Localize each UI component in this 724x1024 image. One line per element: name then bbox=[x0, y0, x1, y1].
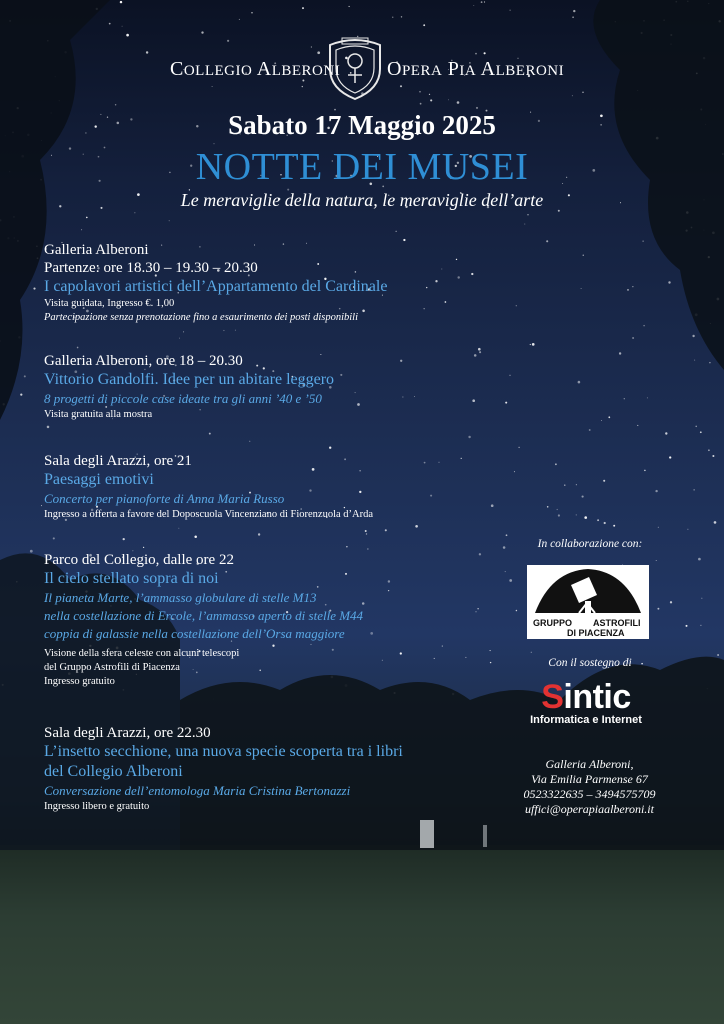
event-location: Parco del Collegio, dalle ore 22 bbox=[44, 552, 234, 568]
event-title: Paesaggi emotivi bbox=[44, 471, 154, 488]
gap-logo-line1: GRUPPO bbox=[533, 618, 573, 628]
page-subtitle: Le meraviglie della natura, le meraviglie dell’arte bbox=[180, 190, 544, 210]
page-title: NOTTE DEI MUSEI bbox=[195, 146, 529, 188]
gruppo-astrofili-logo bbox=[527, 565, 649, 639]
event-description: coppia di galassie nella costellazione dell’Orsa maggiore bbox=[44, 626, 345, 641]
event-times: Partenze: ore 18.30 – 19.30 – 20.30 bbox=[44, 260, 258, 276]
event-location: Galleria Alberoni bbox=[44, 242, 149, 258]
event-description: Concerto per pianoforte di Anna Maria Russo bbox=[44, 491, 285, 506]
event-description: Conversazione dell’entomologa Maria Cristina Bertonazzi bbox=[44, 783, 351, 798]
event-location: Sala degli Arazzi, ore 22.30 bbox=[44, 725, 211, 741]
event-cielo-stellato bbox=[44, 551, 514, 689]
event-title: Il cielo stellato sopra di noi bbox=[44, 570, 219, 587]
support-label: Con il sostegno di bbox=[548, 657, 632, 669]
event-note: Visione della sfera celeste con alcuni telescopi bbox=[44, 648, 240, 659]
event-vittorio-gandolfi bbox=[44, 352, 514, 422]
gap-logo-line3: DI PIACENZA bbox=[567, 628, 625, 638]
contact-info bbox=[512, 757, 667, 817]
event-insetto-secchione bbox=[44, 724, 514, 814]
event-description: 8 progetti di piccole case ideate tra gli anni ’40 e ’50 bbox=[44, 391, 322, 406]
sintic-logo bbox=[526, 680, 646, 726]
contact-phone: 0523322635 – 3494575709 bbox=[523, 787, 656, 801]
gap-logo-line2: ASTROFILI bbox=[593, 618, 641, 628]
event-paesaggi-emotivi bbox=[44, 452, 514, 522]
contact-email[interactable]: uffici@operapiaalberoni.it bbox=[525, 802, 654, 816]
event-description: Il pianeta Marte, l’ammasso globulare di stelle M13 bbox=[44, 590, 317, 605]
event-note: Visita gratuita alla mostra bbox=[44, 409, 153, 420]
opera-pia-alberoni-wordmark: OPERA PIA ALBERONI bbox=[387, 58, 565, 80]
event-title-continued: del Collegio Alberoni bbox=[44, 763, 183, 780]
contact-address: Via Emilia Parmense 67 bbox=[531, 772, 648, 786]
event-note: Visita guidata, Ingresso €. 1,00 bbox=[44, 298, 175, 309]
collegio-alberoni-wordmark: COLLEGIO ALBERONI bbox=[170, 58, 341, 80]
event-note: Ingresso libero e gratuito bbox=[44, 801, 150, 812]
event-title: L’insetto secchione, una nuova specie scoperta tra i libri bbox=[44, 743, 403, 760]
event-appartamento-cardinale bbox=[44, 241, 514, 325]
sintic-name-rest: intic bbox=[563, 678, 631, 716]
event-title: Vittorio Gandolfi. Idee per un abitare leggero bbox=[44, 371, 335, 388]
collaboration-label: In collaborazione con: bbox=[537, 538, 643, 550]
event-description: nella costellazione di Ercole, l’ammasso aperto di stelle M44 bbox=[44, 608, 364, 623]
event-note: Ingresso gratuito bbox=[44, 676, 115, 687]
contact-name: Galleria Alberoni, bbox=[545, 757, 634, 771]
event-title: I capolavori artistici dell’Appartamento del Cardinale bbox=[44, 278, 388, 295]
event-location: Sala degli Arazzi, ore 21 bbox=[44, 453, 192, 469]
event-date: Sabato 17 Maggio 2025 bbox=[228, 110, 496, 140]
event-note-italic: Partecipazione senza prenotazione fino a esaurimento dei posti disponibili bbox=[44, 312, 359, 323]
event-location: Galleria Alberoni, ore 18 – 20.30 bbox=[44, 353, 243, 369]
event-note: Ingresso a offerta a favore del Doposcuola Vincenziano di Fiorenzuola d’Arda bbox=[44, 509, 374, 520]
event-note: del Gruppo Astrofili di Piacenza bbox=[44, 662, 180, 673]
sintic-wordmark bbox=[526, 680, 646, 714]
sintic-initial: S bbox=[541, 678, 564, 716]
sintic-tagline: Informatica e Internet bbox=[530, 714, 642, 726]
